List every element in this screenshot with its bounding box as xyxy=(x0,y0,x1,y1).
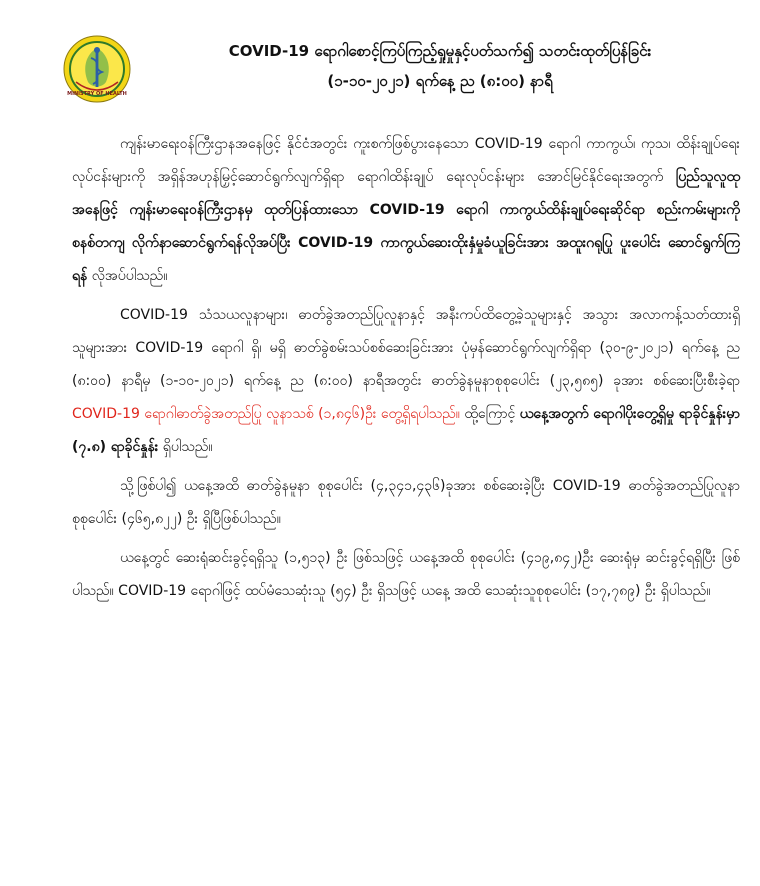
p1-text-a: ကျန်းမာရေးဝန်ကြီးဌာနအနေဖြင့် နိုင်ငံအတွင်း ကူးစက်ဖြစ်ပွားနေသော COVID-19 ရောဂါ ကာကွယ်၊ ကုသ၊ ထိန်းချုပ်ရေးလုပ်ငန်းများကို အရှိန်အဟုန်မြှင့်ဆောင်ရွက်လျက်ရှိရာ ရောဂါထိန်းချုပ် ရေးလုပ်ငန်းများ အောင်မြင်နိုင်ရေးအတွက် xyxy=(72,136,740,185)
paragraph-4: ယနေ့တွင် ဆေးရုံဆင်းခွင့်ရရှိသူ (၁,၅၁၃) ဦး ဖြစ်သဖြင့် ယနေ့အထိ စုစုပေါင်း (၄၁၉,၈၄၂)ဦး ဆေးရုံမှ ဆင်းခွင့်ရရှိပြီး ဖြစ်ပါသည်။ COVID-19 ရောဂါဖြင့် ထပ်မံသေဆုံးသူ (၅၄) ဦး ရှိသဖြင့် ယနေ့ အထိ သေဆုံးသူစုစုပေါင်း (၁၇,၇၈၉) ဦး ရှိပါသည်။ xyxy=(72,550,740,599)
p1-text-c: လိုအပ်ပါသည်။ xyxy=(87,268,168,284)
p2-text-a: COVID-19 သံသယလူနာများ၊ ဓာတ်ခွဲအတည်ပြုလူနာနှင့် အနီးကပ်ထိတွေ့ခဲ့သူများနှင့် အသွား အလာကန့်သတ်ထားရှိသူများအား COVID-19 ရောဂါ ရှိ၊ မရှိ ဓာတ်ခွဲစမ်းသပ်စစ်ဆေးခြင်းအား ပုံမှန်ဆောင်ရွက်လျက်ရှိရာ (၃၀-၉-၂၀၂၁) ရက်နေ့ ည (၈:၀၀) နာရီမှ (၁-၁၀-၂၀၂၁) ရက်နေ့ ည (၈:၀၀) နာရီအတွင်း ဓာတ်ခွဲနမူနာစုစုပေါင်း (၂၃,၅၈၅) ခုအား စစ်ဆေးပြီးစီးခဲ့ရာ xyxy=(72,307,740,389)
release-body xyxy=(72,128,740,614)
p2-text-b: ထို့ကြောင့် xyxy=(459,406,520,422)
p2-new-cases-highlight: COVID-19 ရောဂါဓာတ်ခွဲအတည်ပြု လူနာသစ် (၁,၈၄၆)ဦး တွေ့ရှိရပါသည်။ xyxy=(72,406,460,422)
paragraph-2 xyxy=(72,299,740,464)
p2-text-d: ရှိပါသည်။ xyxy=(158,439,213,455)
release-title xyxy=(140,36,740,96)
p1-bold: ပြည်သူလူထုအနေဖြင့် ကျန်းမာရေးဝန်ကြီးဌာနမှ ထုတ်ပြန်ထားသော COVID-19 ရောဂါ ကာကွယ်ထိန်းချုပ်ရေးဆိုင်ရာ စည်းကမ်းများကို စနစ်တကျ လိုက်နာဆောင်ရွက်ရန်လိုအပ်ပြီး COVID-19 ကာကွယ်ဆေးထိုးနှံမှုခံယူခြင်းအား အထူးဂရုပြု ပူးပေါင်း ဆောင်ရွက်ကြရန် xyxy=(72,169,740,284)
paragraph-1 xyxy=(72,128,740,293)
ministry-of-health-logo xyxy=(62,34,132,104)
title-line-2: (၁-၁၀-၂၀၂၁) ရက်နေ့ ည (၈:၀၀) နာရီ xyxy=(327,72,553,90)
svg-text:MINISTRY OF HEALTH: MINISTRY OF HEALTH xyxy=(67,91,127,97)
paragraph-3: သို့ဖြစ်ပါ၍ ယနေ့အထိ ဓာတ်ခွဲနမူနာ စုစုပေါင်း (၄,၃၄၁,၄၃၆)ခုအား စစ်ဆေးခဲ့ပြီး COVID-19 ဓာတ်ခွဲအတည်ပြုလူနာ စုစုပေါင်း (၄၆၅,၈၂၂) ဦး ရှိပြီဖြစ်ပါသည်။ xyxy=(72,478,740,527)
title-line-1: COVID-19 ရောဂါစောင့်ကြပ်ကြည့်ရှုမှုနှင့်ပတ်သက်၍ သတင်းထုတ်ပြန်ခြင်း xyxy=(228,42,652,60)
p2-positivity-bold: ယနေ့အတွက် ရောဂါပိုးတွေ့ရှိမှု ရာခိုင်နှုန်းမှာ (၇.၈) ရာခိုင်နှုန်း xyxy=(72,406,740,455)
